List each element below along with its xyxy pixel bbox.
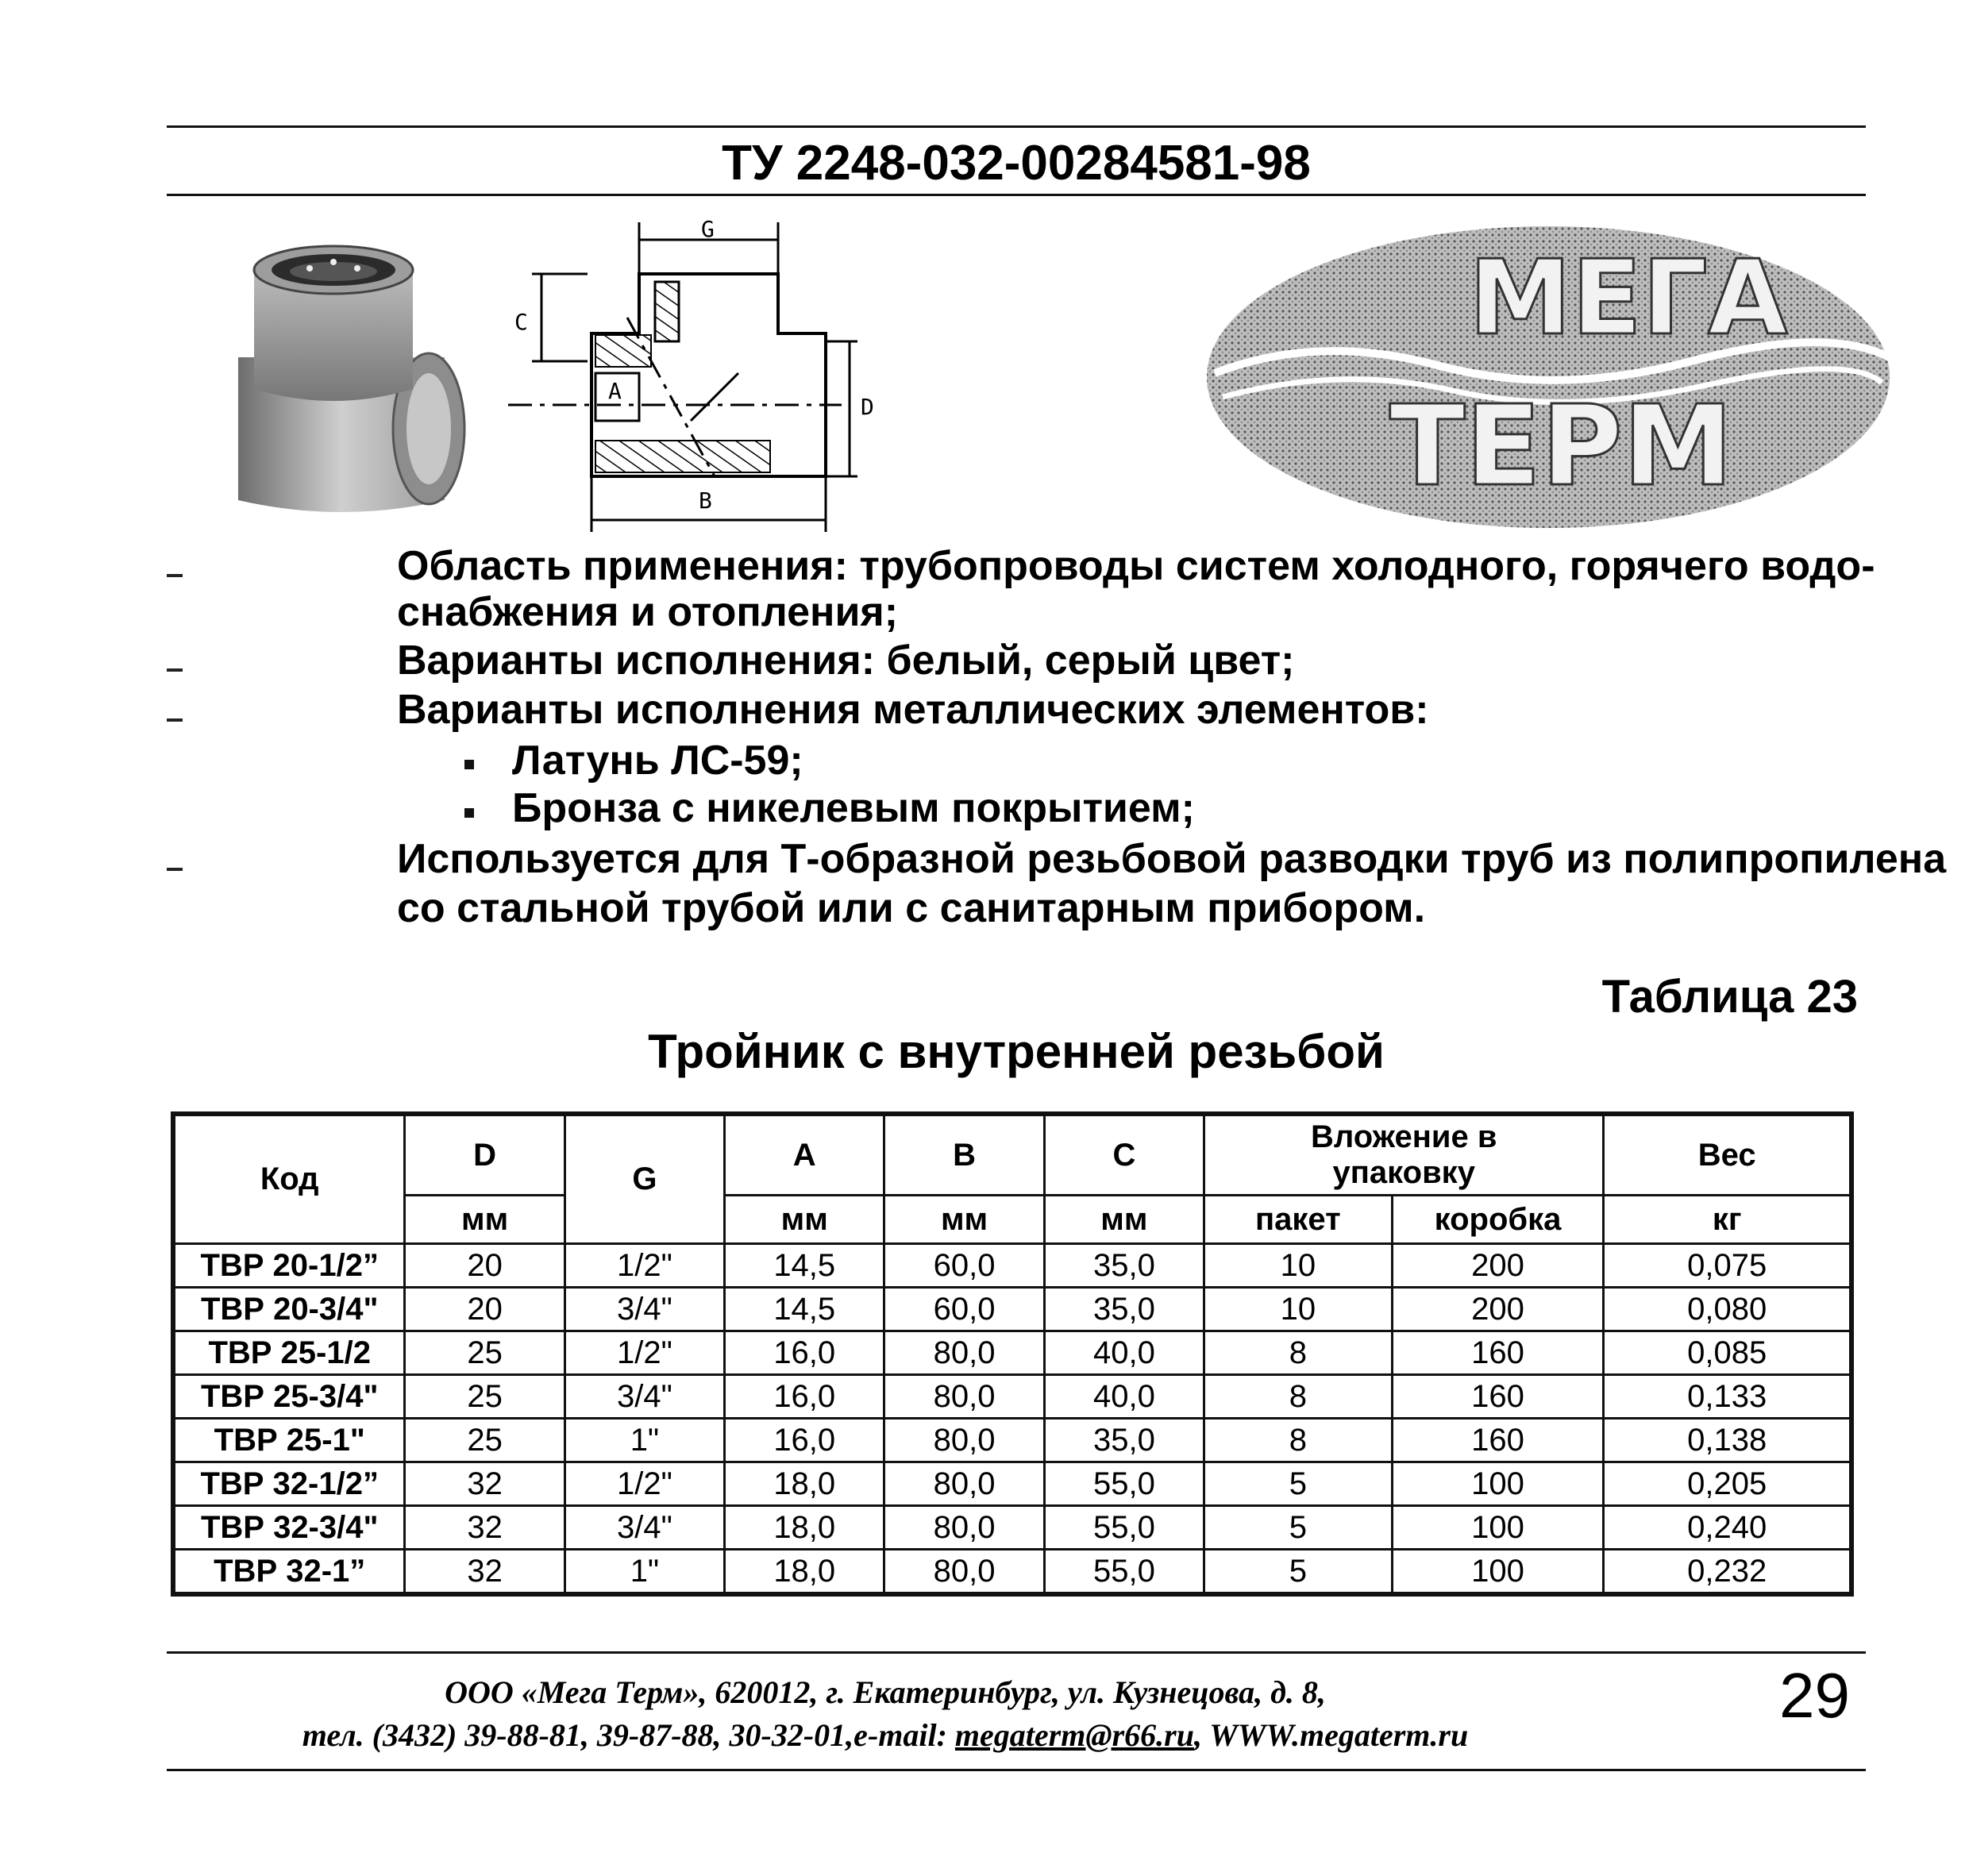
sub-bullet-marker [464,808,474,818]
dim-label-b: B [699,487,712,514]
bullet-dash [167,868,183,871]
cell-box: 160 [1392,1331,1604,1375]
cell-packet: 5 [1204,1550,1393,1595]
table-row [173,1244,1851,1288]
cell-code: ТВР 32-1” [173,1550,405,1595]
bullet-dash [167,574,183,577]
bullet-text: Область применения: трубопроводы систем холодного, горячего водо- [397,543,1875,589]
header-code: Код [173,1114,405,1244]
cell-box: 200 [1392,1244,1604,1288]
cell-a: 16,0 [725,1419,884,1462]
logo-text-mega: МЕГА [1469,237,1788,358]
cell-c: 40,0 [1044,1375,1204,1419]
header-packing: Вложение в упаковку [1204,1114,1604,1196]
cell-packet: 8 [1204,1375,1393,1419]
cell-d: 32 [405,1462,564,1506]
cell-weight: 0,085 [1604,1331,1851,1375]
table-row [173,1462,1851,1506]
cell-b: 80,0 [884,1331,1044,1375]
cell-c: 55,0 [1044,1506,1204,1550]
footer-website: , WWW.megaterm.ru [1194,1717,1469,1753]
header-d: D [405,1114,564,1196]
unit-packet: пакет [1204,1196,1393,1244]
bullet-dash [167,668,183,672]
cell-a: 18,0 [725,1462,884,1506]
cell-g: 3/4" [564,1288,724,1331]
sub-bullet-marker [464,760,474,769]
header-c: C [1044,1114,1204,1196]
cell-b: 60,0 [884,1288,1044,1331]
footer-top-rule [167,1651,1866,1654]
cell-code: ТВР 32-3/4" [173,1506,405,1550]
cell-g: 3/4" [564,1375,724,1419]
spec-table [171,1111,1854,1597]
unit-b: мм [884,1196,1044,1244]
table-row [173,1419,1851,1462]
document-title: ТУ 2248-032-00284581-98 [722,136,1311,191]
bullet-text: Используется для Т-образной резьбовой разводки труб из полипропилена [397,836,1947,882]
company-logo [1199,214,1898,540]
cell-g: 3/4" [564,1506,724,1550]
cell-packet: 10 [1204,1244,1393,1288]
cell-d: 25 [405,1419,564,1462]
footer-contacts [167,1716,1604,1754]
footer-bottom-rule [167,1769,1866,1771]
cell-d: 25 [405,1331,564,1375]
cell-code: ТВР 25-1/2 [173,1331,405,1375]
header-a: A [725,1114,884,1196]
table-row [173,1375,1851,1419]
cell-box: 160 [1392,1375,1604,1419]
cell-g: 1" [564,1550,724,1595]
dim-label-g: G [701,216,715,242]
cell-b: 80,0 [884,1550,1044,1595]
bullet-text: снабжения и отопления; [397,589,899,635]
header-b: B [884,1114,1044,1196]
cell-code: ТВР 25-1" [173,1419,405,1462]
cell-c: 35,0 [1044,1288,1204,1331]
cell-b: 80,0 [884,1462,1044,1506]
table-body [173,1244,1851,1595]
cell-c: 35,0 [1044,1244,1204,1288]
cell-packet: 5 [1204,1462,1393,1506]
cell-packet: 5 [1204,1506,1393,1550]
cell-packet: 10 [1204,1288,1393,1331]
table-title: Тройник с внутренней резьбой [648,1025,1385,1078]
cell-g: 1/2" [564,1244,724,1288]
unit-weight: кг [1604,1196,1851,1244]
cell-d: 25 [405,1375,564,1419]
table-row [173,1506,1851,1550]
unit-a: мм [725,1196,884,1244]
cell-box: 160 [1392,1419,1604,1462]
cell-a: 16,0 [725,1375,884,1419]
table-number: Таблица 23 [1601,971,1858,1023]
cell-a: 18,0 [725,1506,884,1550]
cell-b: 80,0 [884,1419,1044,1462]
page-number: 29 [1779,1660,1850,1731]
cell-weight: 0,205 [1604,1462,1851,1506]
footer-address: ООО «Мега Терм», 620012, г. Екатеринбург, ул. Кузнецова, д. 8, [445,1674,1326,1710]
header-weight: Вес [1604,1114,1851,1196]
cell-packet: 8 [1204,1331,1393,1375]
cell-d: 32 [405,1506,564,1550]
table-row [173,1288,1851,1331]
fitting-photo [191,238,476,532]
cell-box: 100 [1392,1462,1604,1506]
cell-d: 20 [405,1288,564,1331]
bullet-dash [167,718,183,722]
cell-weight: 0,240 [1604,1506,1851,1550]
cell-a: 14,5 [725,1288,884,1331]
cell-c: 40,0 [1044,1331,1204,1375]
cell-code: ТВР 20-1/2” [173,1244,405,1288]
title-rule [167,194,1866,196]
footer-email-link[interactable]: megaterm@r66.ru [954,1717,1194,1753]
sub-bullet-bronze: Бронза с никелевым покрытием; [512,785,1195,831]
cell-b: 80,0 [884,1506,1044,1550]
sub-bullet-brass: Латунь ЛС-59; [512,738,803,784]
bullet-text: Варианты исполнения металлических элементов: [397,687,1429,733]
bullet-text: со стальной трубой или с санитарным прибором. [397,885,1426,931]
cell-code: ТВР 25-3/4" [173,1375,405,1419]
cell-c: 55,0 [1044,1462,1204,1506]
cell-weight: 0,232 [1604,1550,1851,1595]
cell-weight: 0,133 [1604,1375,1851,1419]
cell-packet: 8 [1204,1419,1393,1462]
cell-a: 16,0 [725,1331,884,1375]
logo-text-term: ТЕРМ [1389,382,1734,511]
technical-drawing [508,214,905,532]
cell-g: 1/2" [564,1331,724,1375]
unit-c: мм [1044,1196,1204,1244]
cell-d: 20 [405,1244,564,1288]
cell-weight: 0,080 [1604,1288,1851,1331]
cell-a: 14,5 [725,1244,884,1288]
bullet-text: Варианты исполнения: белый, серый цвет; [397,638,1295,684]
cell-c: 55,0 [1044,1550,1204,1595]
unit-d: мм [405,1196,564,1244]
table-row [173,1331,1851,1375]
dim-label-d: D [861,394,874,420]
unit-box: коробка [1392,1196,1604,1244]
cell-c: 35,0 [1044,1419,1204,1462]
cell-code: ТВР 20-3/4" [173,1288,405,1331]
cell-weight: 0,075 [1604,1244,1851,1288]
dim-label-c: C [514,309,528,335]
cell-d: 32 [405,1550,564,1595]
cell-g: 1" [564,1419,724,1462]
cell-box: 100 [1392,1550,1604,1595]
cell-a: 18,0 [725,1550,884,1595]
cell-code: ТВР 32-1/2” [173,1462,405,1506]
cell-box: 100 [1392,1506,1604,1550]
cell-box: 200 [1392,1288,1604,1331]
cell-b: 80,0 [884,1375,1044,1419]
header-g: G [564,1114,724,1244]
footer-phones: тел. (3432) 39-88-81, 39-87-88, 30-32-01,e-mail: [302,1717,955,1753]
table-row [173,1550,1851,1595]
cell-weight: 0,138 [1604,1419,1851,1462]
dim-label-a: A [608,378,622,404]
top-rule [167,125,1866,128]
cell-b: 60,0 [884,1244,1044,1288]
cell-g: 1/2" [564,1462,724,1506]
